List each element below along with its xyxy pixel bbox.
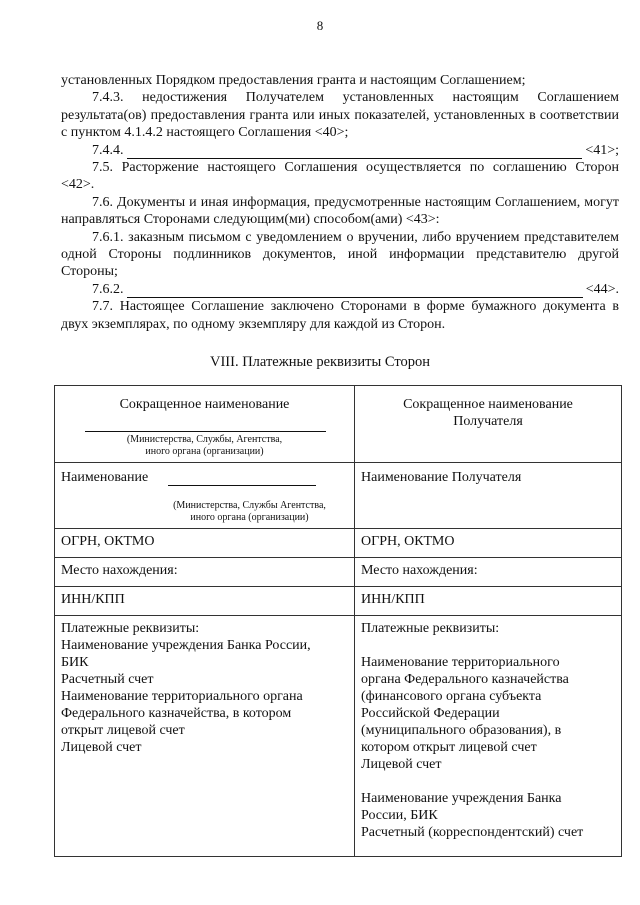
table-cell	[355, 616, 622, 857]
table-cell	[355, 463, 622, 529]
table-cell	[55, 386, 355, 463]
table-row	[55, 616, 622, 857]
table-cell: Место нахождения:	[55, 558, 355, 587]
blank-line	[127, 285, 583, 298]
list-item: БИК	[61, 655, 89, 670]
paragraph-7-6-2-label: 7.6.2.	[92, 281, 124, 297]
list-item: (финансового органа субъекта	[361, 689, 542, 704]
list-item: Российской Федерации	[361, 706, 500, 721]
section-title: VIII. Платежные реквизиты Сторон	[210, 354, 430, 370]
table-cell: ОГРН, ОКТМО	[55, 529, 355, 558]
payment-details-table	[54, 385, 622, 857]
list-item: органа Федерального казначейства	[361, 672, 569, 687]
list-item: (муниципального образования), в	[361, 723, 562, 738]
short-name-label: Сокращенное наименование	[119, 397, 290, 412]
list-item: Наименование учреждения Банка	[361, 791, 562, 806]
paragraph-7-6-1: 7.6.1. заказным письмом с уведомлением о вручении, либо вручением представителем одной Стороны подлинников документов, иной информации представителю другой Стороны;	[61, 229, 619, 280]
paragraph-7-4-4-label: 7.4.4.	[92, 142, 124, 158]
blank-line	[127, 146, 583, 159]
note-line: (Министерства, Службы Агентства,	[173, 500, 326, 511]
note-line: иного органа (организации)	[190, 512, 309, 523]
paragraph-7-6-2-footnote: <44>.	[585, 281, 619, 297]
name-label: Наименование	[61, 470, 149, 485]
list-item: Платежные реквизиты:	[61, 621, 200, 636]
name-field	[61, 469, 348, 486]
list-item: Наименование территориального	[361, 655, 560, 670]
paragraph-7-6-2	[61, 281, 619, 298]
table-row	[55, 558, 622, 587]
table-cell	[55, 463, 355, 529]
list-item: Наименование учреждения Банка России,	[61, 638, 311, 653]
paragraph-7-4-4-footnote: <41>;	[585, 142, 619, 158]
paragraph-7-6: 7.6. Документы и иная информация, предусмотренные настоящим Соглашением, могут направляться Сторонами следующим(ми) способом(ами) <43>:	[61, 194, 619, 228]
list-item: Наименование территориального органа	[61, 689, 303, 704]
table-row	[55, 587, 622, 616]
paragraph-7-4-4	[61, 142, 619, 159]
list-item: России, БИК	[361, 808, 438, 823]
table-row	[55, 529, 622, 558]
blank-line	[168, 473, 316, 486]
table-cell	[355, 386, 622, 463]
table-row	[55, 386, 622, 463]
table-cell: ОГРН, ОКТМО	[355, 529, 622, 558]
list-item: открыт лицевой счет	[61, 723, 185, 738]
paragraph-7-5: 7.5. Расторжение настоящего Соглашения осуществляется по соглашению Сторон <42>.	[61, 160, 619, 193]
recipient-name-label: Наименование Получателя	[361, 470, 522, 485]
paragraph-7-7: 7.7. Настоящее Соглашение заключено Сторонами в форме бумажного документа в двух экземплярах, по одному экземпляру для каждой из Сторон.	[61, 299, 619, 332]
recipient-short-name-label: Сокращенное наименование Получателя	[403, 397, 573, 429]
paragraph-7-4-3: 7.4.3. недостижения Получателем установленных настоящим Соглашением результата(ов) предоставления гранта или иных показателей, установленных в соответствии с пунктом 4.1.4.2 настоящего Соглашения <40>;	[61, 90, 619, 141]
table-cell: ИНН/КПП	[355, 587, 622, 616]
list-item: Лицевой счет	[361, 757, 442, 772]
list-item: Платежные реквизиты:	[361, 621, 500, 636]
paragraph-7-4-2-tail: установленных Порядком предоставления гранта и настоящим Соглашением;	[61, 73, 526, 88]
page-number: 8	[316, 18, 324, 33]
table-cell	[55, 616, 355, 857]
payment-details-list-right	[361, 620, 615, 841]
table-row	[55, 463, 622, 529]
list-item: Расчетный (корреспондентский) счет	[361, 825, 584, 840]
note-line: иного органа (организации)	[145, 446, 264, 457]
note-line: (Министерства, Службы, Агентства,	[126, 434, 283, 445]
blank-line	[85, 413, 326, 432]
table-cell: ИНН/КПП	[55, 587, 355, 616]
list-item: котором открыт лицевой счет	[361, 740, 537, 755]
agreement-body	[61, 72, 619, 333]
list-item: Федерального казначейства, в котором	[61, 706, 292, 721]
list-item: Лицевой счет	[61, 740, 142, 755]
table-cell: Место нахождения:	[355, 558, 622, 587]
list-item: Расчетный счет	[61, 672, 154, 687]
payment-details-list-left	[61, 620, 348, 756]
